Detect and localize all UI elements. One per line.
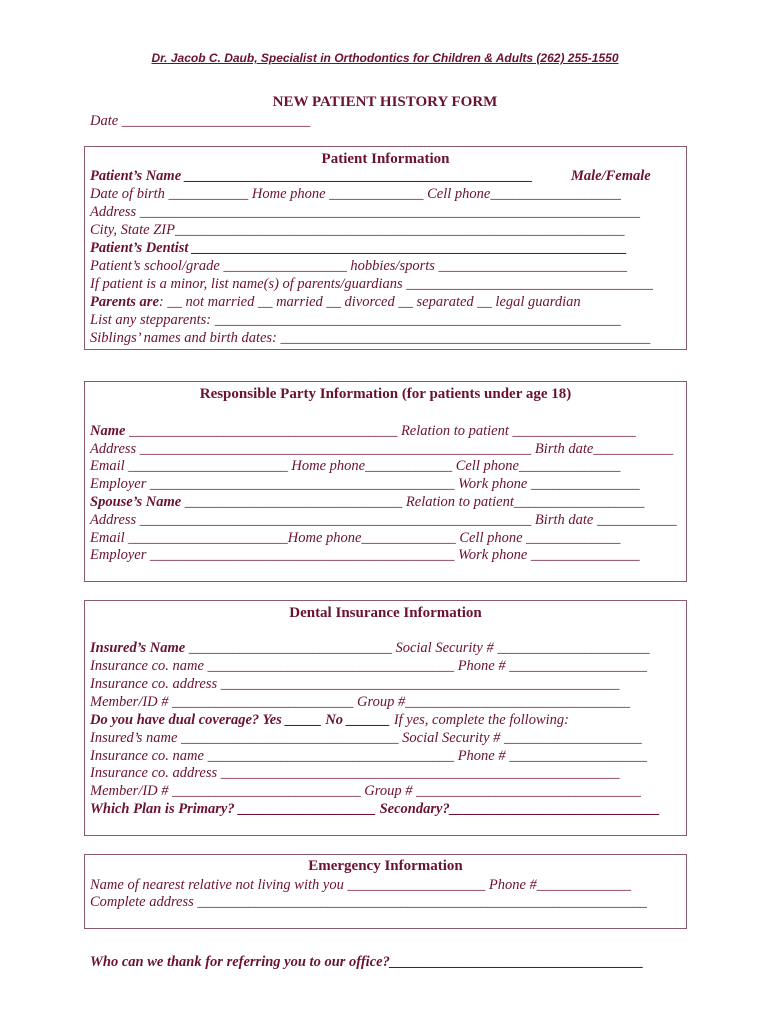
stepparents-field[interactable]: List any stepparents: ________________________________________________________: [90, 312, 621, 328]
insured-name-field[interactable]: [90, 639, 650, 657]
parents-label: Parents are: [90, 294, 159, 310]
insured-rest: ____________________________ Social Security # _____________________: [185, 640, 650, 656]
gender-field[interactable]: Male/Female: [571, 168, 651, 184]
dual-coverage-field[interactable]: [90, 711, 569, 729]
siblings-field[interactable]: Siblings’ names and birth dates: ___________________________________________________: [90, 330, 651, 346]
address-field[interactable]: Address _____________________________________________________________________: [90, 204, 641, 220]
member-id-field[interactable]: Member/ID # _________________________ Group #_______________________________: [90, 694, 630, 710]
spouse-rest: ______________________________ Relation to patient__________________: [181, 494, 645, 510]
emergency-title: Emergency Information: [308, 858, 463, 874]
referral-field[interactable]: Who can we thank for referring you to our office?___________________________________: [90, 954, 644, 970]
spouse-label: Spouse’s Name: [90, 494, 182, 510]
member2-id-field[interactable]: Member/ID # __________________________ Group # _______________________________: [90, 783, 641, 799]
spouse-email-field[interactable]: Email ______________________Home phone_____________ Cell phone _____________: [90, 530, 621, 546]
insurance2-address-field[interactable]: Insurance co. address _______________________________________________________: [90, 765, 620, 781]
responsible-address-field[interactable]: Address ______________________________________________________ Birth date___________: [90, 441, 674, 457]
parents-options: : __ not married __ married __ divorced __ separated __ legal guardian: [158, 294, 581, 310]
insurance-address-field[interactable]: Insurance co. address _______________________________________________________: [90, 676, 620, 692]
date-field[interactable]: Date __________________________: [90, 113, 311, 129]
insured-label: Insured’s Name: [90, 640, 186, 656]
name-rest: _____________________________________ Relation to patient _________________: [125, 423, 636, 439]
emergency-address-field[interactable]: Complete address ______________________________________________________________: [90, 894, 647, 910]
insurance-company-field[interactable]: Insurance co. name __________________________________ Phone # ___________________: [90, 658, 647, 674]
office-header: Dr. Jacob C. Daub, Specialist in Orthodontics for Children & Adults (262) 255-1550: [151, 51, 619, 65]
insured2-name-field[interactable]: Insured’s name ______________________________ Social Security # ___________________: [90, 730, 642, 746]
responsible-name-field[interactable]: [90, 422, 636, 440]
form-title: NEW PATIENT HISTORY FORM: [272, 94, 498, 110]
dual-coverage-question: Do you have dual coverage? Yes _____ No ______: [90, 712, 391, 728]
spouse-address-field[interactable]: Address ______________________________________________________ Birth date ___________: [90, 512, 677, 528]
patient-info-title: Patient Information: [321, 151, 450, 167]
guardians-field[interactable]: If patient is a minor, list name(s) of parents/guardians __________________________________: [90, 276, 653, 292]
dob-phone-fields[interactable]: Date of birth ___________ Home phone _____________ Cell phone__________________: [90, 186, 621, 202]
nearest-relative-field[interactable]: Name of nearest relative not living with you ___________________ Phone #_____________: [90, 877, 632, 893]
dual-coverage-note: If yes, complete the following:: [390, 712, 569, 728]
responsible-email-field[interactable]: Email ______________________ Home phone____________ Cell phone______________: [90, 458, 621, 474]
responsible-party-title: Responsible Party Information (for patients under age 18): [199, 386, 572, 402]
spouse-employer-field[interactable]: Employer __________________________________________ Work phone _______________: [90, 547, 640, 563]
parents-status-field[interactable]: [90, 293, 581, 311]
patient-dentist-field[interactable]: Patient’s Dentist ____________________________________________________________: [90, 240, 628, 256]
city-state-zip-field[interactable]: City, State ZIP______________________________________________________________: [90, 222, 625, 238]
spouse-name-field[interactable]: [90, 493, 644, 511]
insurance2-company-field[interactable]: Insurance co. name __________________________________ Phone # ___________________: [90, 748, 647, 764]
school-hobbies-field[interactable]: Patient’s school/grade _________________ hobbies/sports __________________________: [90, 258, 628, 274]
insurance-title: Dental Insurance Information: [289, 605, 482, 621]
responsible-employer-field[interactable]: Employer __________________________________________ Work phone _______________: [90, 476, 640, 492]
name-label: Name: [90, 423, 126, 439]
patient-name-field[interactable]: Patient’s Name ________________________________________________: [90, 168, 533, 184]
primary-plan-field[interactable]: Which Plan is Primary? ___________________ Secondary?_____________________________: [90, 801, 660, 817]
